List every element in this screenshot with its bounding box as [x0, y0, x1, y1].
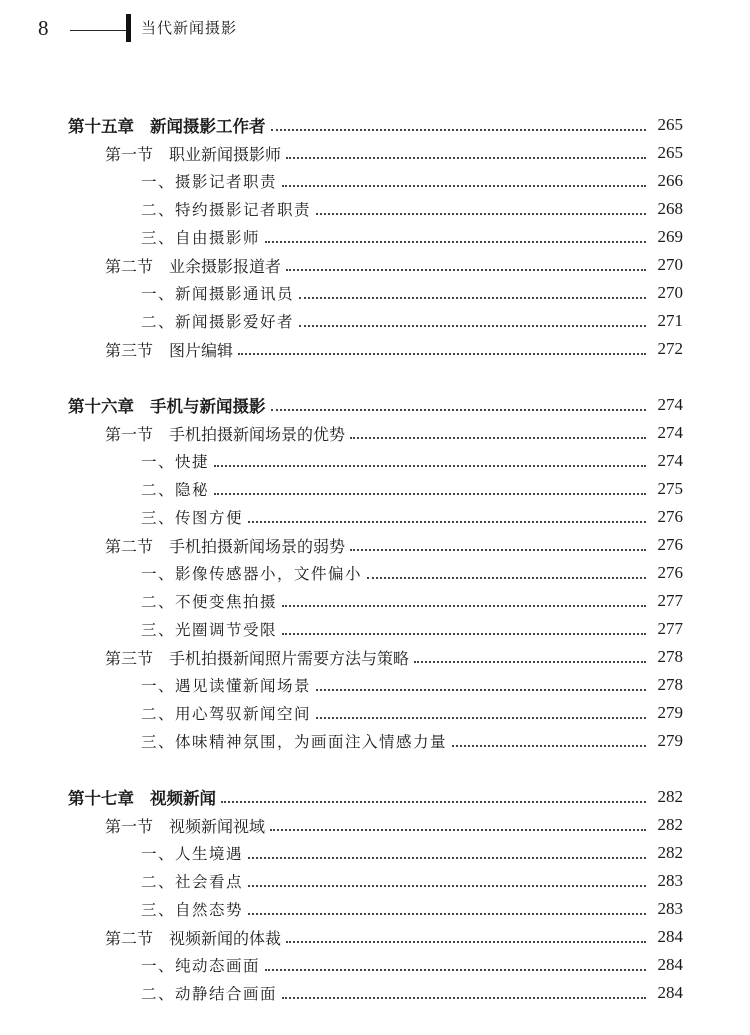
toc-section-label [105, 926, 281, 949]
dot-leader [286, 269, 646, 271]
page-ref: 279 [657, 731, 683, 750]
toc-section[interactable] [0, 251, 750, 279]
toc-section-label [105, 814, 265, 837]
toc-section-label [105, 646, 409, 669]
toc-subsection-label [141, 730, 447, 752]
toc-chapter[interactable] [0, 111, 750, 139]
toc-chapter-title: 手机与新闻摄影 [150, 397, 266, 416]
toc-chapter-number: 第十六章 [68, 397, 134, 416]
dot-leader [286, 157, 646, 159]
toc-chapter-label [68, 113, 266, 137]
page-ref: 271 [657, 311, 683, 330]
toc-section-title: 手机拍摄新闻场景的优势 [169, 424, 346, 444]
toc-subsection[interactable] [0, 279, 750, 307]
toc-chapter-title: 视频新闻 [150, 789, 216, 808]
toc-section-label [105, 534, 345, 557]
page-ref: 277 [657, 619, 683, 638]
page-ref: 272 [657, 339, 683, 358]
toc-chapter-title: 新闻摄影工作者 [150, 117, 266, 136]
toc-section-number: 第三节 [105, 340, 154, 360]
toc-section[interactable] [0, 923, 750, 951]
toc-section-title: 视频新闻的体裁 [169, 928, 282, 948]
toc-subsection-label [141, 506, 243, 528]
toc-section-title: 手机拍摄新闻照片需要方法与策略 [169, 648, 410, 668]
dot-leader [316, 689, 646, 691]
chapter-block [0, 391, 750, 755]
toc-subsection-label [141, 170, 277, 192]
toc-subsection-title: 一、人生境遇 [141, 845, 244, 863]
toc-subsection-title: 二、不便变焦拍摄 [141, 593, 278, 611]
page-ref: 282 [657, 843, 683, 862]
dot-leader [350, 549, 646, 551]
toc-subsection-label [141, 450, 209, 472]
toc-chapter[interactable] [0, 783, 750, 811]
toc-subsection-label [141, 282, 294, 304]
page-ref: 277 [657, 591, 683, 610]
toc-section-title: 业余摄影报道者 [169, 256, 282, 276]
toc-section-label [105, 142, 281, 165]
dot-leader [221, 801, 646, 803]
toc-section-title: 视频新闻视域 [169, 816, 266, 836]
toc-chapter-number: 第十七章 [68, 789, 134, 808]
page-ref: 279 [657, 703, 683, 722]
dot-leader [452, 745, 646, 747]
toc-section-title: 手机拍摄新闻场景的弱势 [169, 536, 346, 556]
dot-leader [265, 969, 646, 971]
page-ref: 276 [657, 563, 683, 582]
toc-subsection[interactable] [0, 503, 750, 531]
page-ref: 265 [657, 115, 683, 134]
page-ref: 284 [657, 927, 683, 946]
toc-subsection-title: 三、体味精神氛围，为画面注入情感力量 [141, 733, 448, 751]
toc-subsection-label [141, 226, 260, 248]
toc-section-number: 第二节 [105, 928, 154, 948]
toc-subsection[interactable] [0, 951, 750, 979]
dot-leader [248, 913, 646, 915]
toc-chapter[interactable] [0, 391, 750, 419]
toc-subsection-label [141, 590, 277, 612]
toc-section[interactable] [0, 139, 750, 167]
toc-section[interactable] [0, 643, 750, 671]
page-ref: 276 [657, 507, 683, 526]
toc-subsection-title: 三、传图方便 [141, 509, 244, 527]
toc-subsection-label [141, 954, 260, 976]
toc-subsection-title: 二、用心驾驭新闻空间 [141, 705, 312, 723]
toc-subsection[interactable] [0, 167, 750, 195]
dot-leader [271, 409, 647, 411]
toc-subsection[interactable] [0, 475, 750, 503]
toc-subsection-title: 三、自然态势 [141, 901, 244, 919]
dot-leader [286, 941, 646, 943]
page-ref: 282 [657, 815, 683, 834]
toc-section-label [105, 338, 233, 361]
page-ref: 284 [657, 955, 683, 974]
page-ref: 274 [657, 423, 683, 442]
dot-leader [316, 213, 646, 215]
toc-subsection-label [141, 842, 243, 864]
toc-section-label [105, 254, 281, 277]
page-ref: 275 [657, 479, 683, 498]
toc-section-number: 第三节 [105, 648, 154, 668]
dot-leader [214, 493, 646, 495]
toc-subsection[interactable] [0, 867, 750, 895]
dot-leader [367, 577, 646, 579]
toc-subsection-title: 二、动静结合画面 [141, 985, 278, 1003]
toc-subsection-title: 一、快捷 [141, 453, 210, 471]
toc-subsection-title: 一、新闻摄影通讯员 [141, 285, 295, 303]
toc-section[interactable] [0, 811, 750, 839]
page-ref: 268 [657, 199, 683, 218]
toc-subsection[interactable] [0, 671, 750, 699]
dot-leader [238, 353, 646, 355]
dot-leader [282, 633, 646, 635]
toc-subsection-title: 三、自由摄影师 [141, 229, 261, 247]
page-ref: 266 [657, 171, 683, 190]
toc-subsection[interactable] [0, 839, 750, 867]
toc-subsection[interactable] [0, 447, 750, 475]
toc-subsection-label [141, 562, 362, 584]
page-ref: 270 [657, 283, 683, 302]
page-ref: 278 [657, 647, 683, 666]
toc-section-title: 图片编辑 [169, 340, 234, 360]
page-ref: 283 [657, 899, 683, 918]
toc-subsection-title: 二、隐秘 [141, 481, 210, 499]
toc-section-title: 职业新闻摄影师 [169, 144, 282, 164]
toc-subsection[interactable] [0, 895, 750, 923]
toc-chapter-label [68, 785, 216, 809]
dot-leader [414, 661, 646, 663]
toc-subsection-title: 一、纯动态画面 [141, 957, 261, 975]
dot-leader [282, 185, 646, 187]
dot-leader [265, 241, 646, 243]
toc-subsection-label [141, 478, 209, 500]
toc-chapter-number: 第十五章 [68, 117, 134, 136]
toc-subsection-title: 三、光圈调节受限 [141, 621, 278, 639]
toc-subsection[interactable] [0, 587, 750, 615]
page-ref: 269 [657, 227, 683, 246]
toc-section-number: 第一节 [105, 816, 154, 836]
toc-subsection-label [141, 618, 277, 640]
toc-section[interactable] [0, 531, 750, 559]
page-header [0, 0, 750, 60]
toc-subsection-title: 二、特约摄影记者职责 [141, 201, 312, 219]
toc-subsection-title: 一、影像传感器小，文件偏小 [141, 565, 363, 583]
page-ref: 282 [657, 787, 683, 806]
toc-subsection-label [141, 870, 243, 892]
dot-leader [248, 521, 646, 523]
page-ref: 270 [657, 255, 683, 274]
toc-section[interactable] [0, 419, 750, 447]
header-rule [70, 30, 126, 31]
table-of-contents [0, 111, 750, 1035]
toc-subsection[interactable] [0, 727, 750, 755]
header-bar [126, 14, 131, 42]
toc-subsection[interactable] [0, 615, 750, 643]
toc-subsection-label [141, 702, 311, 724]
page-ref: 274 [657, 395, 683, 414]
toc-section-number: 第一节 [105, 424, 154, 444]
toc-section-number: 第二节 [105, 256, 154, 276]
page-ref: 284 [657, 983, 683, 1002]
toc-subsection-label [141, 982, 277, 1004]
dot-leader [271, 129, 647, 131]
toc-subsection-title: 二、社会看点 [141, 873, 244, 891]
toc-section-number: 第二节 [105, 536, 154, 556]
toc-subsection-title: 一、摄影记者职责 [141, 173, 278, 191]
page-ref: 278 [657, 675, 683, 694]
page-ref: 274 [657, 451, 683, 470]
dot-leader [282, 997, 646, 999]
toc-subsection-title: 一、遇见读懂新闻场景 [141, 677, 312, 695]
page-ref: 283 [657, 871, 683, 890]
toc-subsection-label [141, 310, 294, 332]
dot-leader [270, 829, 646, 831]
dot-leader [282, 605, 646, 607]
dot-leader [316, 717, 646, 719]
chapter-block [0, 783, 750, 1007]
toc-subsection[interactable] [0, 699, 750, 727]
dot-leader [350, 437, 646, 439]
toc-subsection[interactable] [0, 979, 750, 1007]
toc-section-label [105, 422, 345, 445]
page-ref: 276 [657, 535, 683, 554]
dot-leader [299, 325, 646, 327]
toc-subsection-title: 二、新闻摄影爱好者 [141, 313, 295, 331]
toc-section[interactable] [0, 335, 750, 363]
toc-subsection[interactable] [0, 307, 750, 335]
toc-subsection[interactable] [0, 195, 750, 223]
toc-subsection[interactable] [0, 223, 750, 251]
chapter-block [0, 111, 750, 363]
toc-subsection[interactable] [0, 559, 750, 587]
toc-subsection-label [141, 898, 243, 920]
toc-section-number: 第一节 [105, 144, 154, 164]
dot-leader [214, 465, 646, 467]
dot-leader [299, 297, 646, 299]
toc-subsection-label [141, 198, 311, 220]
page-ref: 265 [657, 143, 683, 162]
toc-chapter-label [68, 393, 266, 417]
toc-subsection-label [141, 674, 311, 696]
running-title: 当代新闻摄影 [141, 19, 238, 37]
dot-leader [248, 885, 646, 887]
dot-leader [248, 857, 646, 859]
page-number: 8 [38, 16, 49, 40]
